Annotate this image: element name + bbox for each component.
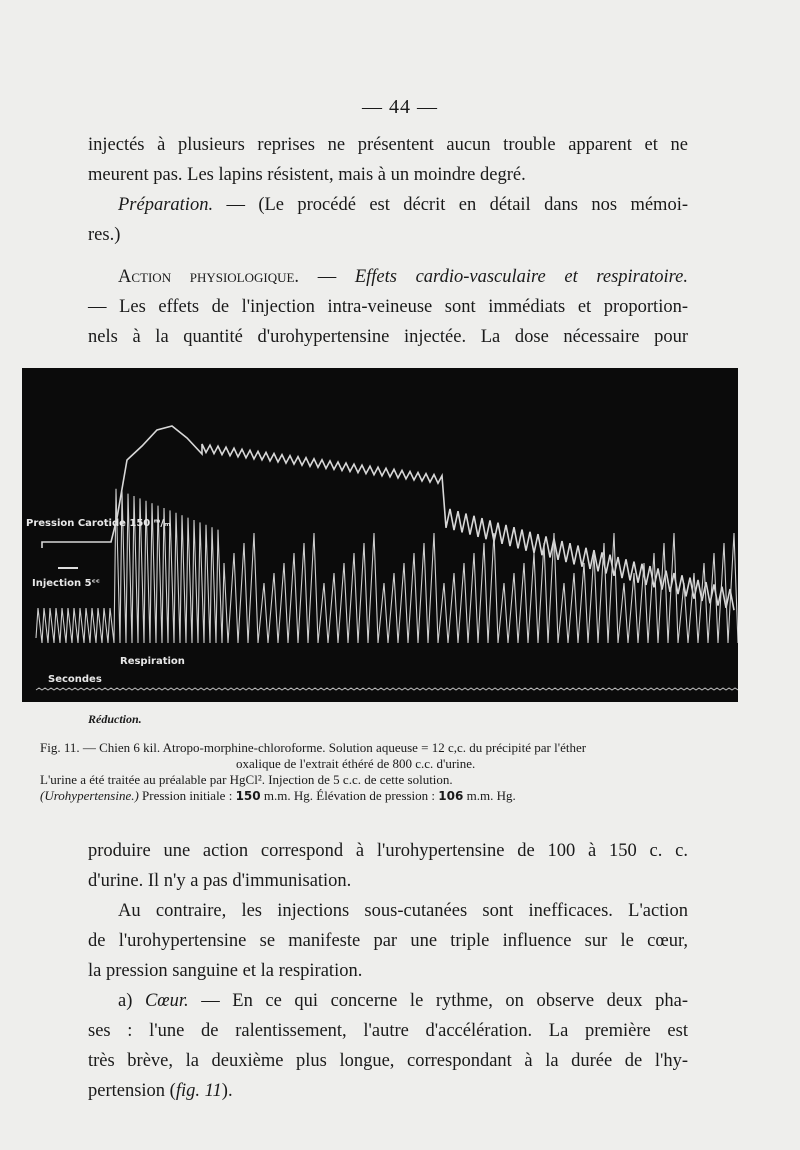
para3-heading-it: Effets cardio-vasculaire et respiratoire. [354,267,689,287]
para3-line1 [88,262,688,292]
para2-line2: res.) [88,225,121,245]
caption-line3: L'urine a été traitée au préalable par HgCl². Injection de 5 c.c. de cette solution. [40,772,453,787]
para6-line4-it: fig. 11 [175,1081,222,1101]
para1-line2: meurent pas. Les lapins résistent, mais à un moindre degré. [88,165,526,185]
para2-heading: Préparation. [118,195,214,215]
label-injection: Injection 5ᶜᶜ [32,578,100,589]
seconds-trace [36,688,738,690]
page-number: — 44 — [362,96,438,118]
para4-line2: d'urine. Il n'y a pas d'immunisation. [88,871,352,891]
caption-line2: oxalique de l'extrait éthéré de 800 c.c. d'urine. [236,756,476,771]
para6-line1 [88,986,688,1016]
kymograph-figure [22,368,738,702]
caption-line4-c: m.m. Hg. [463,788,516,803]
caption-line4-a: Pression initiale : [138,788,236,803]
caption-line4-b: m.m. Hg. Élévation de pression : [260,788,439,803]
para1-line1: injectés à plusieurs reprises ne présentent aucun trouble apparent et ne [88,135,688,155]
para2-line1 [88,190,688,220]
trace-svg [22,368,738,702]
para6-line4 [88,1076,688,1106]
para6-prefix: a) [118,991,145,1011]
para3-dash: — [299,267,355,287]
caption-line4 [40,788,760,804]
caption-line4-it: (Urohypertensine.) [40,788,139,803]
reduction-note: Réduction. [88,712,142,726]
caption-line1: Fig. 11. — Chien 6 kil. Atropo-morphine-chloroforme. Solution aqueuse = 12 c,c. du précipité par l'éther [40,740,587,755]
para3-heading-sc: Action physiologique. [118,267,300,287]
para6-line4-b: ). [221,1081,233,1101]
label-secondes: Secondes [48,674,102,685]
figure-caption [40,740,760,804]
para3-line2: — Les effets de l'injection intra-veineuse sont immédiats et proportion- [88,297,688,317]
para5-line2: de l'urohypertensine se manifeste par une triple influence sur le cœur, [88,931,688,951]
para6-line4-a: pertension ( [88,1081,176,1101]
caption-value-elevation: 106 [438,789,464,803]
para6-line2: ses : l'une de ralentissement, l'autre d'accélération. La première est [88,1021,688,1041]
para2-line1-rest: — (Le procédé est décrit en détail dans nos mémoi- [213,195,688,215]
label-carotide: Pression Carotide 150 ᵐ/ₘ [26,518,171,529]
para5-line1: Au contraire, les injections sous-cutanées sont inefficaces. L'action [118,901,688,921]
para4-line1: produire une action correspond à l'urohypertensine de 100 à 150 c. c. [88,841,688,861]
para6-line1-rest: — En ce qui concerne le rythme, on observe deux pha- [188,991,688,1011]
para5-line3: la pression sanguine et la respiration. [88,961,363,981]
para3-line3: nels à la quantité d'urohypertensine injectée. La dose nécessaire pour [88,327,688,347]
top-text [88,130,688,352]
caption-value-initial: 150 [235,789,261,803]
para6-line3: très brève, la deuxième plus longue, correspondant à la durée de l'hy- [88,1051,688,1071]
label-respiration: Respiration [120,656,185,667]
para6-heading: Cœur. [144,991,189,1011]
bottom-text [88,836,688,1106]
